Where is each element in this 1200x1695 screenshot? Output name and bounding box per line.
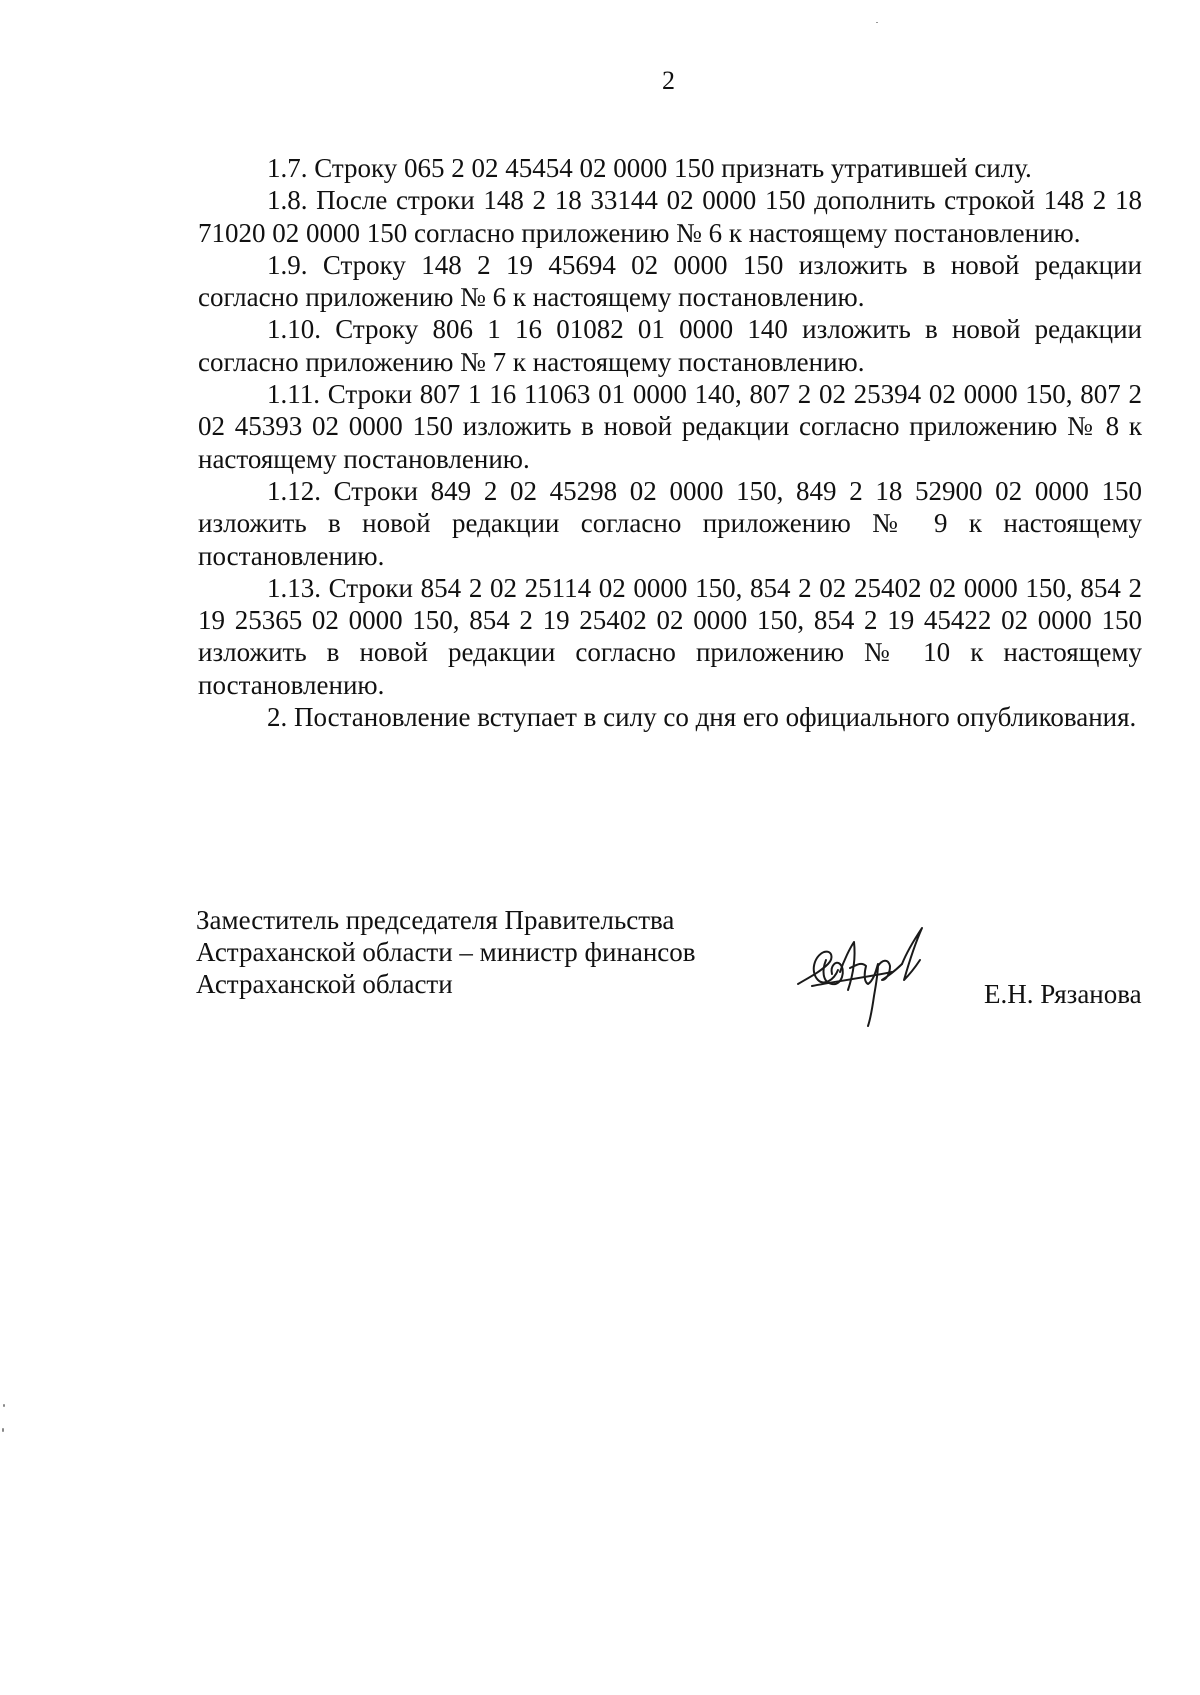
signatory-position-line: Заместитель председателя Правительства — [196, 905, 675, 935]
document-body — [198, 152, 1142, 733]
handwritten-signature — [792, 920, 942, 1030]
signatory-name: Е.Н. Рязанова — [984, 979, 1142, 1009]
scan-artifact — [2, 1428, 4, 1432]
paragraph-2: 2. Постановление вступает в силу со дня его официального опубликования. — [267, 702, 1137, 733]
paragraph-1-7: 1.7. Строку 065 2 02 45454 02 0000 150 признать утратившей силу. — [267, 153, 1032, 183]
paragraph-1-12: 1.12. Строки 849 2 02 45298 02 0000 150, 849 2 18 52900 02 0000 150 изложить в новой редакции согласно приложению № 9 к настоящему постановлению. — [198, 475, 1142, 571]
page-number: 2 — [662, 66, 675, 95]
paragraph-1-11: 1.11. Строки 807 1 16 11063 01 0000 140, 807 2 02 25394 02 0000 150, 807 2 02 45393 02 0000 150 изложить в новой редакции согласно приложению № 8 к настоящему постановлению. — [198, 379, 1142, 474]
scan-artifact — [3, 1404, 5, 1407]
scan-artifact — [876, 22, 878, 23]
signatory-position-line: Астраханской области – министр финансов — [196, 937, 696, 967]
signatory-position-line: Астраханской области — [196, 969, 453, 999]
signatory-position — [196, 904, 756, 1000]
paragraph-1-9: 1.9. Строку 148 2 19 45694 02 0000 150 изложить в новой редакции согласно приложению № 6 к настоящему постановлению. — [198, 249, 1142, 313]
paragraph-1-8: 1.8. После строки 148 2 18 33144 02 0000 150 дополнить строкой 148 2 18 71020 02 0000 150 согласно приложению № 6 к настоящему постановлению. — [198, 185, 1142, 248]
paragraph-1-13: 1.13. Строки 854 2 02 25114 02 0000 150, 854 2 02 25402 02 0000 150, 854 2 19 25365 02 0000 150, 854 2 19 25402 02 0000 150, 854 2 19 45422 02 0000 150 изложить в новой редакции согласно приложению № 10 к настоящему постановлению. — [198, 572, 1142, 700]
paragraph-1-10: 1.10. Строку 806 1 16 01082 01 0000 140 изложить в новой редакции согласно приложению № 7 к настоящему постановлению. — [198, 314, 1142, 377]
